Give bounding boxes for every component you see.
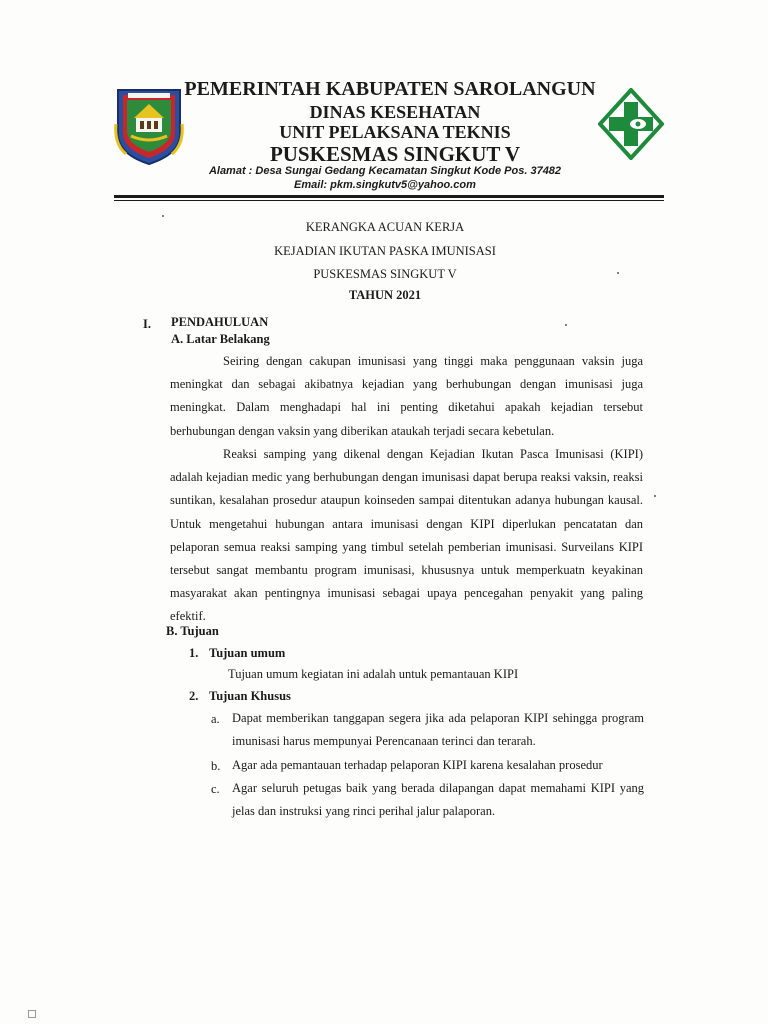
paragraph-latar-belakang-1: Seiring dengan cakupan imunisasi yang tinggi maka penggunaan vaksin juga meningkat dan sebagai akibatnya kejadian yang berhubungan dengan imunisasi juga meningkat. Dalam menghadapi hal ini penting diketahui apakah kejadian tersebut berhubungan dengan vaksin yang diberikan ataukah terjadi secara kebetulan. <box>170 354 643 438</box>
document-title-line-2: KEJADIAN IKUTAN PASKA IMUNISASI <box>274 244 496 258</box>
tujuan-khusus-heading: Tujuan Khusus <box>209 689 291 703</box>
tujuan-umum-number: 1. <box>189 646 199 660</box>
list-item-text-b: Agar ada pemantauan terhadap pelaporan KIPI karena kesalahan prosedur <box>232 758 603 772</box>
subsection-a-heading: A. Latar Belakang <box>171 332 270 346</box>
tujuan-umum-text: Tujuan umum kegiatan ini adalah untuk pemantauan KIPI <box>228 667 519 681</box>
list-item-marker-b: b. <box>211 759 221 773</box>
letterhead-line-4: PUSKESMAS SINGKUT V <box>269 142 521 166</box>
document-title-year: TAHUN 2021 <box>348 288 422 302</box>
list-item-text-a: Dapat memberikan tanggapan segera jika ada pelaporan KIPI sehingga program imunisasi harus mempunyai Perencanaan terinci dan terarah. <box>232 711 644 748</box>
paragraph-latar-belakang-2: Reaksi samping yang dikenal dengan Kejadian Ikutan Pasca Imunisasi (KIPI) adalah kejadian medic yang berhubungan dengan imunisasi dapat berupa reaksi vaksin, reaksi suntikan, kesalahan prosedur ataupun koinseden sampai ditentukan adanya hubungan kausal. Untuk mengetahui hubungan antara imunisasi dengan KIPI diperlukan pencatatan dan pelaporan semua reaksi samping yang timbul setelah pemberian imunisasi. Surveilans KIPI tersebut sangat membantu program imunisasi, khususnya untuk memperkuatn keyakinan masyarakat akan pentingnya imunisasi sebagai upaya pencegahan penyakit yang paling efektif. <box>170 447 643 624</box>
scanner-app-icon <box>28 1010 36 1018</box>
letterhead-address: Alamat : Desa Sungai Gedang Kecamatan Singkut Kode Pos. 37482 <box>208 165 562 177</box>
section-number: I. <box>143 317 151 331</box>
document-title-line-1: KERANGKA ACUAN KERJA <box>305 220 465 234</box>
letterhead-line-1: PEMERINTAH KABUPATEN SAROLANGUN <box>184 78 596 100</box>
list-item-marker-c: c. <box>211 782 220 796</box>
scan-speck <box>565 324 567 326</box>
scan-speck <box>162 215 164 217</box>
document-title-line-3: PUSKESMAS SINGKUT V <box>313 267 457 281</box>
tujuan-umum-heading: Tujuan umum <box>209 646 286 660</box>
scan-speck <box>617 272 619 274</box>
scan-speck <box>654 495 656 497</box>
letterhead-email: Email: pkm.singkutv5@yahoo.com <box>294 179 476 191</box>
list-item-marker-a: a. <box>211 712 220 726</box>
letterhead-line-2: DINAS KESEHATAN <box>309 102 481 122</box>
letterhead-rule-thin <box>114 200 664 201</box>
puskesmas-logo <box>598 88 664 160</box>
letterhead-rule-thick <box>114 195 664 198</box>
section-heading: PENDAHULUAN <box>171 315 269 329</box>
list-item-text-c: Agar seluruh petugas baik yang berada dilapangan dapat memahami KIPI yang jelas dan instruksi yang rinci perihal jalur palaporan. <box>232 781 644 818</box>
subsection-b-heading: B. Tujuan <box>166 624 219 638</box>
tujuan-khusus-number: 2. <box>189 689 199 703</box>
letterhead-line-3: UNIT PELAKSANA TEKNIS <box>279 122 511 142</box>
